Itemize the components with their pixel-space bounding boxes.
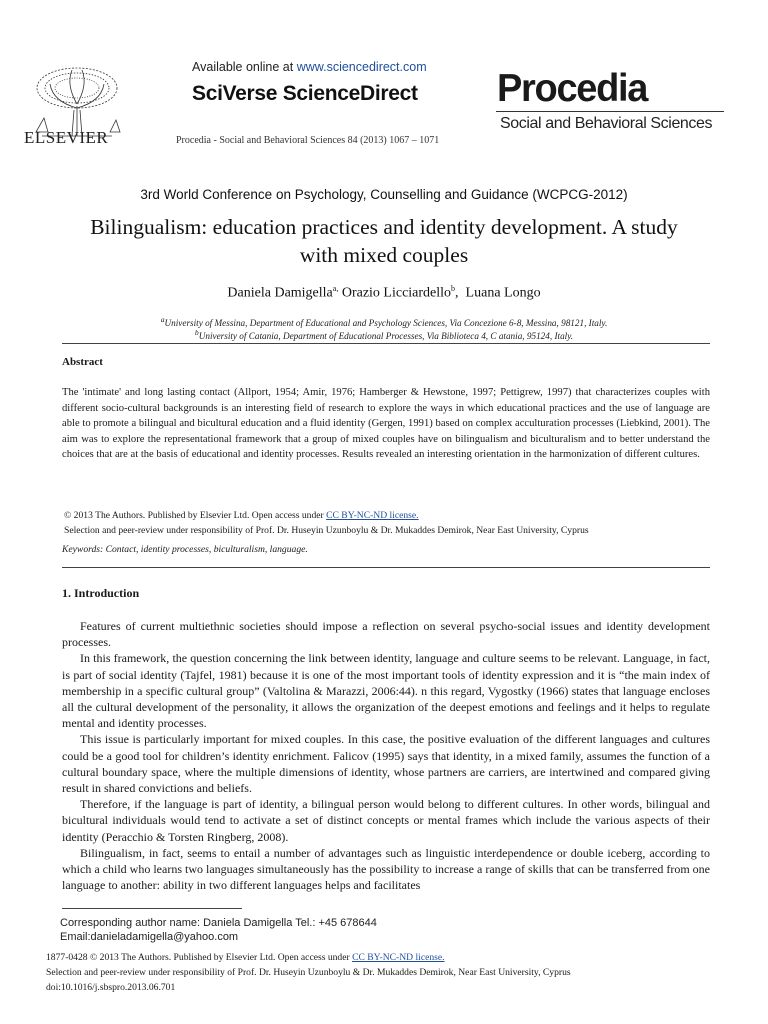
paper-title: Bilingualism: education practices and identity development. A study with mixed couples xyxy=(90,215,678,267)
elsevier-wordmark: ELSEVIER xyxy=(24,128,109,147)
author-affil-mark: b xyxy=(451,284,456,293)
corresponding-email: Email:danieladamigella@yahoo.com xyxy=(60,931,239,943)
sciencedirect-link[interactable]: www.sciencedirect.com xyxy=(296,60,427,74)
paragraph: Therefore, if the language is part of identity, a bilingual person would belong to different cultures. In other words, bilingual and bicultural individuals would tend to activate a set of distinct concepts or mental frames which include the various aspects of their identity (Peracchio & Torsten Ringberg, 2008). xyxy=(62,797,710,844)
abstract-peer-review: Selection and peer-review under responsibility of Prof. Dr. Huseyin Uzunboylu & Dr. Mukaddes Demirok, Near East University, Cyprus xyxy=(64,525,589,536)
doi: doi:10.1016/j.sbspro.2013.06.701 xyxy=(46,982,176,993)
footer-copyright xyxy=(46,952,445,963)
affiliation xyxy=(0,315,768,328)
procedia-subtitle: Social and Behavioral Sciences xyxy=(500,115,713,132)
affiliation-mark: a xyxy=(160,315,165,324)
abstract-heading: Abstract xyxy=(62,356,103,368)
procedia-divider xyxy=(496,111,724,112)
introduction-body xyxy=(62,618,710,893)
copyright-text: © 2013 The Authors. Published by Elsevier Ltd. Open access under xyxy=(64,510,327,521)
author-name: Luana Longo xyxy=(465,285,541,301)
paragraph: Features of current multiethnic societies should impose a reflection on several psycho-social issues and identity development processes. xyxy=(62,619,710,650)
author-name: Orazio Licciardello xyxy=(341,285,452,301)
footer-license-link[interactable]: CC BY-NC-ND license. xyxy=(352,952,445,963)
conference-name: 3rd World Conference on Psychology, Counselling and Guidance (WCPCG-2012) xyxy=(140,187,628,202)
footnote-rule xyxy=(62,908,242,909)
author-list: Daniela Damigella$^{a,}$ Orazio Licciardello$^b$, Luana Longo xyxy=(227,284,541,301)
affiliation-mark: b xyxy=(194,328,199,337)
abstract-copyright xyxy=(64,510,419,521)
sciverse-logo: SciVerse ScienceDirect xyxy=(192,82,418,105)
procedia-logo: Procedia xyxy=(497,67,648,111)
affiliation xyxy=(0,328,768,341)
available-prefix: Available online at xyxy=(192,60,297,74)
paragraph: In this framework, the question concerning the link between identity, language and culture seems to be relevant. Language, in fact, is part of social identity (Tajfel, 1981) because it is one of the most important tools of identity expression and it is “the main index of membership in a specific cultural group” (Valtolina & Marazzi, 2006:44). n this regard, Vygostky (1966) states that language encloses all the cultural development of the personality, it allows the organization of the deepest emotions and feelings and it helps to regulate mental and identity processes. xyxy=(62,651,710,731)
keywords: Keywords: Contact, identity processes, biculturalism, language. xyxy=(62,544,308,555)
abstract-text: The 'intimate' and long lasting contact (Allport, 1954; Amir, 1976; Hamberger & Hewstone, 1997; Pettigrew, 1997) that characterizes couples with different socio-cultural backgrounds is an interesting field of research to explore the ways in which educational practices and the use of language are able to promote a bilingual and bicultural education and a fluid identity (Gergen, 1991) based on complex acculturation processes (Liebkind, 2001). The aim was to explore the representational framework that a group of mixed couples have on bilingualism and biculturalism and to better understand the choices that are at the basis of educational and identity processes. Results revealed an interesting orientation in the harmonization of different cultures. xyxy=(62,387,710,461)
license-link[interactable]: CC BY-NC-ND license. xyxy=(326,510,419,521)
corresponding-author: Corresponding author name: Daniela Damigella Tel.: +45 678644 xyxy=(60,917,377,929)
author-affil-mark: a, xyxy=(332,284,339,293)
journal-reference: Procedia - Social and Behavioral Sciences 84 (2013) 1067 – 1071 xyxy=(176,135,440,146)
available-online xyxy=(192,60,427,74)
abstract-bottom-rule xyxy=(62,567,710,568)
paragraph: Bilingualism, in fact, seems to entail a number of advantages such as linguistic interdependence or double iceberg, according to which a child who learns two languages simultaneously has the possibility to increase a range of skills that can be transferred from one language to another: ability in two different languages helps and facilitates xyxy=(62,845,710,893)
issn-text: 1877-0428 © 2013 The Authors. Published by Elsevier Ltd. Open access under xyxy=(46,952,353,963)
abstract-top-rule xyxy=(62,343,710,344)
affiliation-text: University of Catania, Department of Educational Processes, Via Biblioteca 4, C atania, 95124, Italy. xyxy=(198,331,574,342)
affiliation-text: University of Messina, Department of Educational and Psychology Sciences, Via Concezione 6-8, Messina, 98121, Italy. xyxy=(164,318,608,329)
footer-peer-review: Selection and peer-review under responsibility of Prof. Dr. Huseyin Uzunboylu & Dr. Mukaddes Demirok, Near East University, Cyprus xyxy=(46,967,571,978)
paragraph: This issue is particularly important for mixed couples. In this case, the positive evaluation of the different languages and cultures could be a good tool for children’s identity enrichment. Falicov (1995) says that identity, in a mixed family, assumes the function of a cultural boundary space, where the multiple dimensions of identity, whose partners are carriers, are intertwined and compared giving result in shared convictions and beliefs. xyxy=(62,732,710,796)
author-name: Daniela Damigella xyxy=(227,285,333,301)
section-heading: 1. Introduction xyxy=(62,586,140,600)
